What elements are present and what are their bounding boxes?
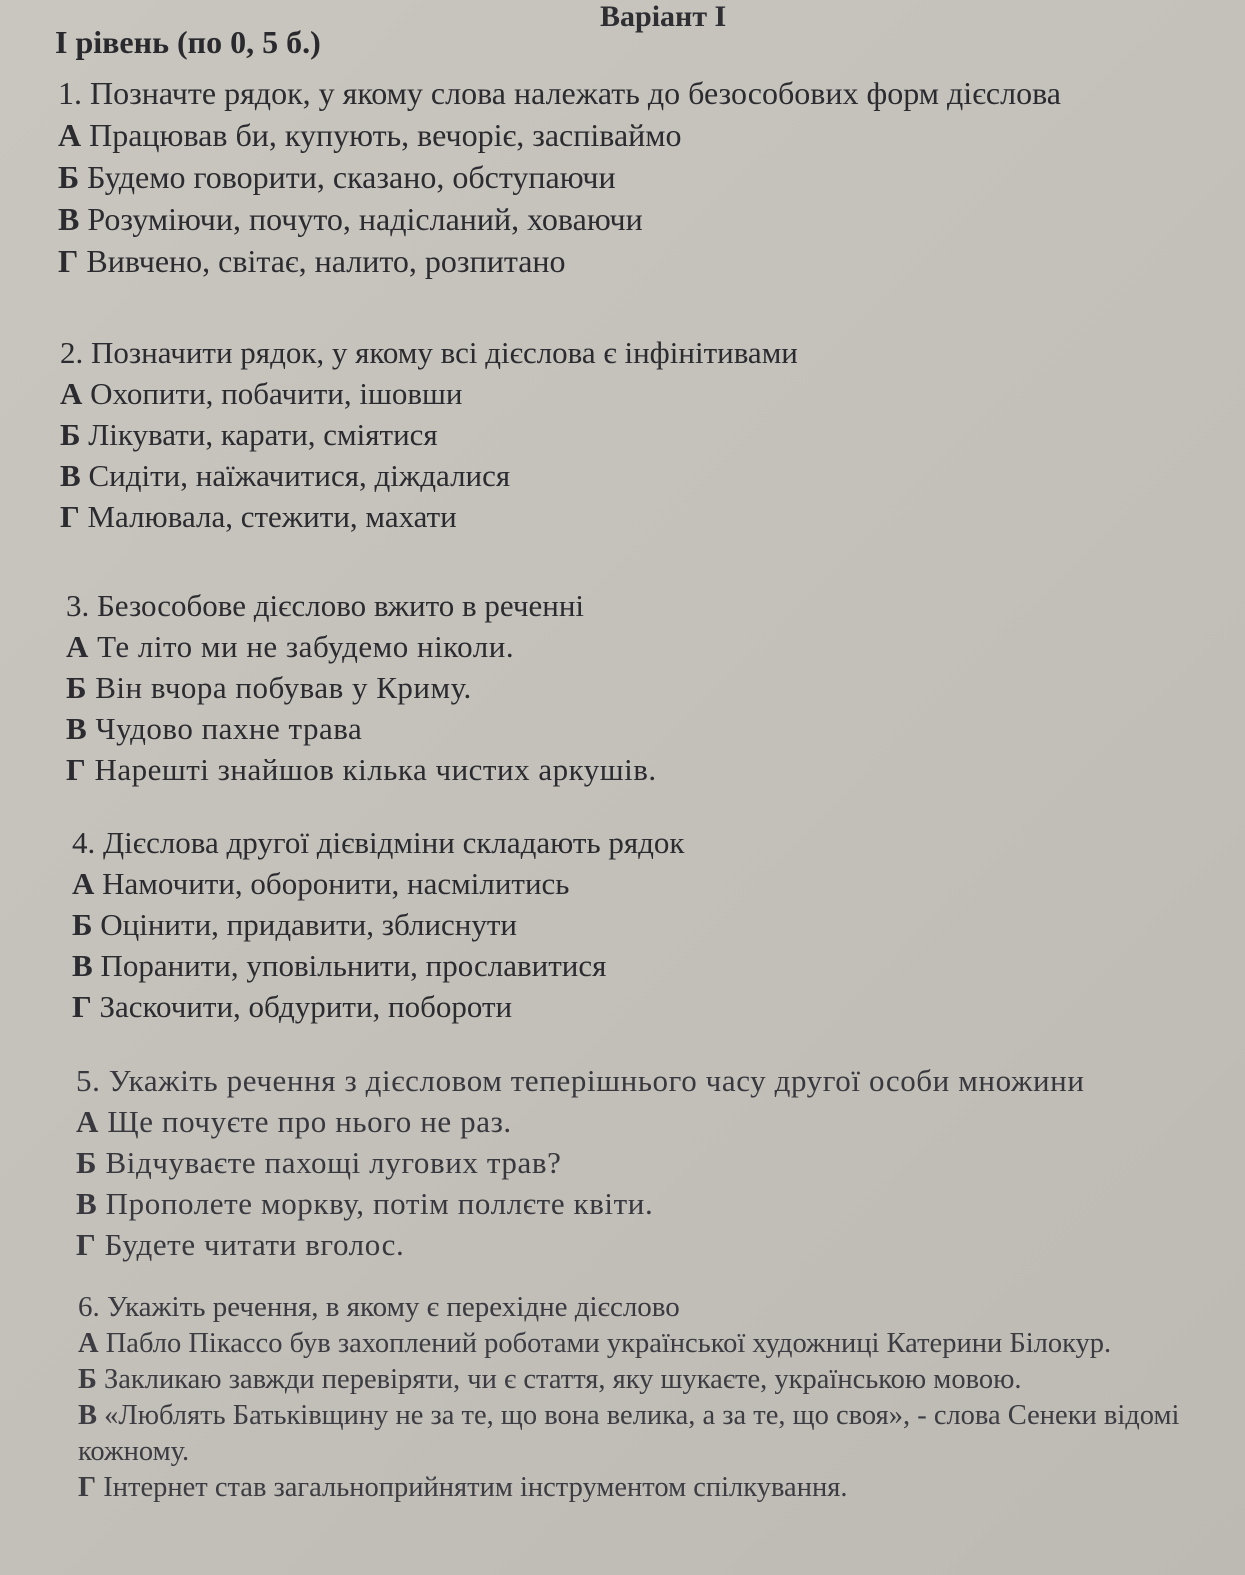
answer-option-b xyxy=(66,667,657,708)
option-text: Пабло Пікассо був захоплений роботами української художниці Катерини Білокур. xyxy=(98,1328,1112,1359)
question-title: 1. Позначте рядок, у якому слова належать до безособових форм дієслова xyxy=(58,75,1061,111)
question-2 xyxy=(60,332,798,537)
answer-option-v xyxy=(58,198,1061,240)
option-letter: Б xyxy=(78,1364,97,1395)
option-text: Поранити, уповільнити, прославитися xyxy=(92,948,607,983)
option-letter: Б xyxy=(60,417,81,452)
level-heading: І рівень (по 0, 5 б.) xyxy=(55,24,321,60)
answer-option-v xyxy=(76,1183,1085,1224)
option-text: Працював би, купують, вечоріє, заспіваймо xyxy=(81,117,682,153)
option-letter: Г xyxy=(58,243,79,279)
answer-option-v xyxy=(60,455,798,496)
option-letter: Б xyxy=(72,907,93,942)
option-text: Ще почуєте про нього не раз. xyxy=(99,1104,512,1139)
option-letter: Б xyxy=(76,1145,98,1180)
option-letter: Г xyxy=(60,499,80,534)
answer-option-b xyxy=(76,1142,1085,1183)
question-title: 2. Позначити рядок, у якому всі дієслова є інфінітивами xyxy=(60,335,798,370)
option-text: Оцінити, придавити, зблиснути xyxy=(92,907,518,942)
answer-option-b xyxy=(72,904,684,945)
option-letter: Б xyxy=(66,670,87,705)
question-title: 6. Укажіть речення, в якому є перехідне дієслово xyxy=(78,1291,680,1323)
option-letter: Г xyxy=(66,752,87,787)
question-6 xyxy=(78,1288,1238,1506)
option-letter: Г xyxy=(72,989,92,1024)
option-text: Охопити, побачити, ішовши xyxy=(82,376,463,411)
answer-option-v xyxy=(66,708,657,749)
answer-option-a xyxy=(60,373,798,414)
option-letter: А xyxy=(76,1104,99,1139)
option-letter: Г xyxy=(78,1472,97,1503)
option-letter: А xyxy=(58,117,82,153)
option-letter: Г xyxy=(76,1227,97,1262)
option-text: Нарешті знайшов кілька чистих аркушів. xyxy=(86,752,657,787)
option-letter: Б xyxy=(58,159,80,195)
option-text: Чудово пахне трава xyxy=(87,711,363,746)
answer-option-b xyxy=(78,1362,1238,1398)
option-text: Намочити, оборонити, насмілитись xyxy=(94,866,570,901)
question-3 xyxy=(66,585,657,790)
option-text: Прополете моркву, потім поллєте квіти. xyxy=(97,1186,654,1221)
answer-option-a xyxy=(66,626,657,667)
answer-option-a xyxy=(72,863,684,904)
option-text: Вивчено, світає, налито, розпитано xyxy=(78,243,566,279)
option-text: Розуміючи, почуто, надісланий, ховаючи xyxy=(79,201,643,237)
option-letter: В xyxy=(78,1400,98,1431)
option-letter: А xyxy=(72,866,95,901)
answer-option-g xyxy=(58,240,1061,282)
option-text: Сидіти, наїжачитися, діждалися xyxy=(80,458,511,493)
option-letter: А xyxy=(66,629,89,664)
option-text: Він вчора побував у Криму. xyxy=(87,670,472,705)
question-4 xyxy=(72,822,684,1027)
option-text: Будете читати вголос. xyxy=(96,1227,405,1262)
option-text: Малювала, стежити, махати xyxy=(79,499,457,534)
answer-option-a xyxy=(76,1101,1085,1142)
option-letter: В xyxy=(72,948,93,983)
answer-option-b xyxy=(60,414,798,455)
option-text: Інтернет став загальноприйнятим інструментом спілкування. xyxy=(96,1472,848,1503)
option-text: «Люблять Батьківщину не за те, що вона велика, а за те, що своя», - слова Сенеки відомі кожному. xyxy=(78,1400,1180,1467)
answer-option-v xyxy=(72,945,684,986)
option-text: Будемо говорити, сказано, обступаючи xyxy=(79,159,616,195)
option-letter: В xyxy=(66,711,88,746)
answer-option-g xyxy=(78,1470,1238,1506)
question-5 xyxy=(76,1060,1085,1265)
question-title: 5. Укажіть речення з дієсловом теперішнього часу другої особи множини xyxy=(76,1063,1085,1098)
option-letter: А xyxy=(78,1328,99,1359)
answer-option-a xyxy=(58,114,1061,156)
variant-title: Варіант І xyxy=(600,0,727,33)
option-text: Відчуваєте пахощі лугових трав? xyxy=(97,1145,562,1180)
option-letter: А xyxy=(60,376,83,411)
answer-option-v xyxy=(78,1398,1238,1470)
answer-option-a xyxy=(78,1326,1238,1362)
question-1 xyxy=(58,72,1061,282)
question-title: 3. Безособове дієслово вжито в реченні xyxy=(66,588,585,623)
option-letter: В xyxy=(58,201,80,237)
question-title: 4. Дієслова другої дієвідміни складають рядок xyxy=(72,825,685,860)
option-text: Те літо ми не забудемо ніколи. xyxy=(88,629,515,664)
option-text: Заскочити, обдурити, побороти xyxy=(91,989,513,1024)
answer-option-g xyxy=(60,496,798,537)
answer-option-g xyxy=(66,749,657,790)
answer-option-b xyxy=(58,156,1061,198)
answer-option-g xyxy=(72,986,684,1027)
answer-option-g xyxy=(76,1224,1085,1265)
option-text: Лікувати, карати, сміятися xyxy=(80,417,438,452)
option-letter: В xyxy=(60,458,81,493)
option-letter: В xyxy=(76,1186,98,1221)
option-text: Закликаю завжди перевіряти, чи є стаття, яку шукаєте, українською мовою. xyxy=(96,1364,1022,1395)
